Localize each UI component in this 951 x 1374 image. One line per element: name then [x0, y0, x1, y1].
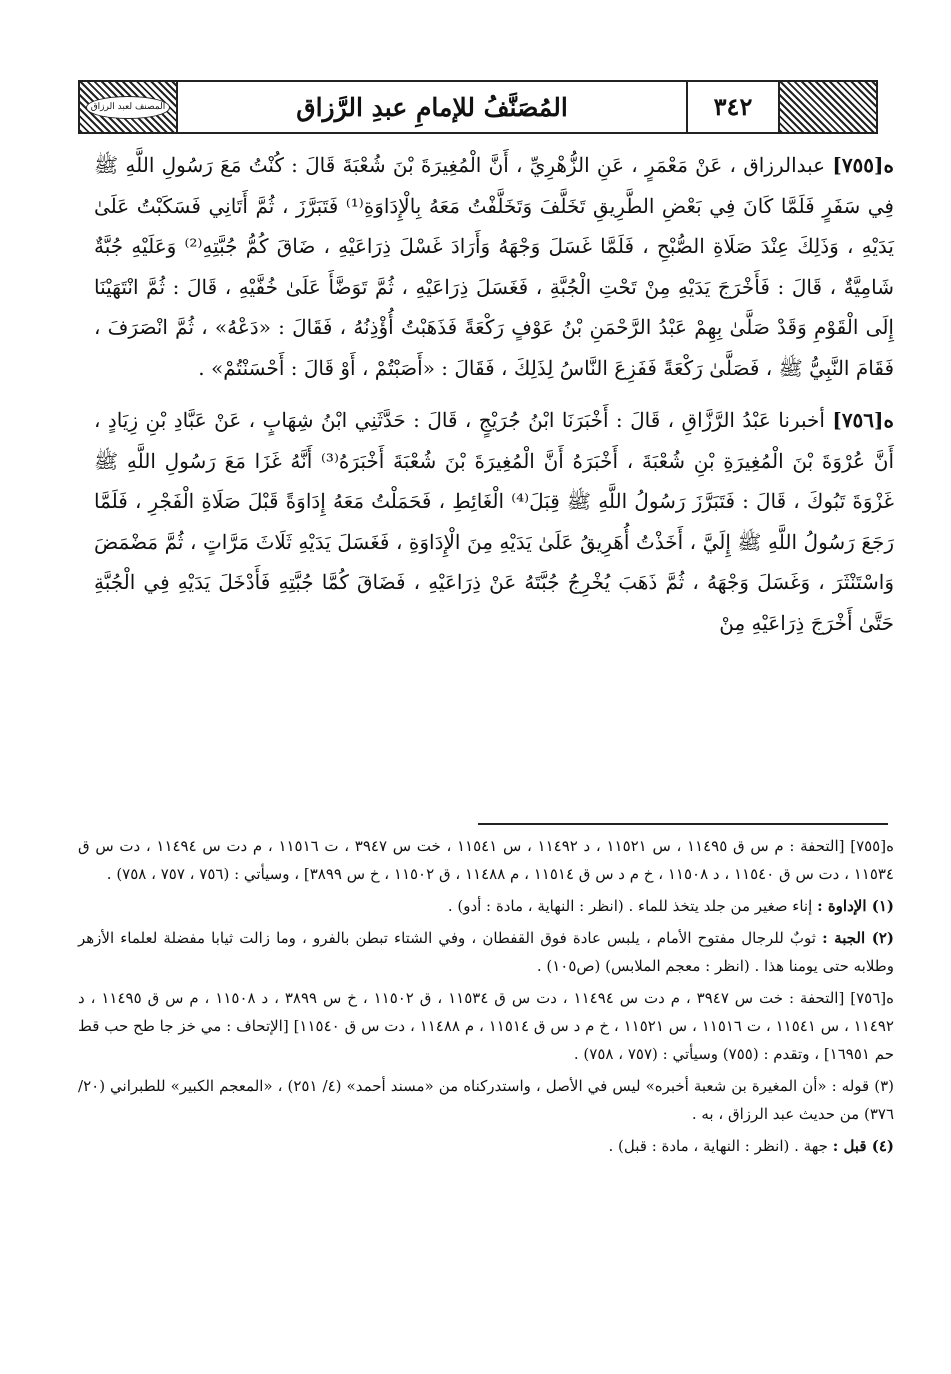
hadith-755 — [94, 145, 894, 388]
footnote-divider — [478, 823, 888, 825]
footnote-text: جهة . (انظر : النهاية ، مادة : قبل) . — [608, 1137, 828, 1155]
hadith-text: أخبرنا عَبْدُ الرَّزَّاقِ ، قَالَ : أَخْبَرَنَا ابْنُ جُرَيْجٍ ، قَالَ : حَدَّثَنِي ابْنُ شِهَابٍ ، عَنْ عَبَّادِ بْنِ زِيَادٍ ، أَنَّ عُرْوَةَ بْنَ الْمُغِيرَةِ بْنِ شُعْبَةَ ، أَخْبَرَهُ أَنَّ الْمُغِيرَةَ بْنَ شُعْبَةَ أَخْبَرَهُ⁽³⁾ أَنَّهُ غَزَا مَعَ رَسُولِ اللَّهِ ﷺ غَزْوَةَ تَبُوكَ ، قَالَ : فَتَبَرَّزَ رَسُولُ اللَّهِ ﷺ قِبَلَ⁽⁴⁾ الْغَائِطِ ، فَحَمَلْتُ مَعَهُ إِدَاوَةً قَبْلَ صَلَاةِ الْفَجْرِ ، فَلَمَّا رَجَعَ رَسُولُ اللَّهِ ﷺ إِلَيَّ ، أَخَذْتُ أُهَرِيقُ عَلَىٰ يَدَيْهِ مِنَ الْإِدَاوَةِ ، فَغَسَلَ يَدَيْهِ ثَلَاثَ مَرَّاتٍ ، ثُمَّ مَضْمَضَ وَاسْتَنْثَرَ ، وَغَسَلَ وَجْهَهُ ، ثُمَّ ذَهَبَ يُخْرِجُ جُبَّتَهُ عَنْ ذِرَاعَيْهِ ، فَضَاقَ كُمَّا جُبَّتِهِ فَأَدْخَلَ يَدَيْهِ فِي الْجُبَّةِ حَتَّىٰ أَخْرَجَ ذِرَاعَيْهِ مِنْ — [94, 408, 895, 635]
book-title: المُصَنَّفُ للإمامِ عبدِ الرَّزاق — [296, 92, 568, 122]
page-header — [78, 80, 878, 134]
right-ornament — [778, 82, 876, 132]
footnote-text: إناء صغير من جلد يتخذ للماء . (انظر : النهاية ، مادة : أدو) . — [447, 897, 813, 915]
footnote-text: قوله : «أن المغيرة بن شعبة أخبره» ليس في الأصل ، واستدركناه من «مسند أحمد» (٤/ ٢٥١) ، «المعجم الكبير» للطبراني (٢٠/ ٣٧٦) من حديث عبد الرزاق ، به . — [78, 1077, 894, 1123]
left-ornament — [80, 82, 178, 132]
hadith-number: ه[٧٥٦] — [832, 408, 894, 432]
footnote-term: (٢) الجبة : — [822, 929, 894, 947]
footnotes — [78, 832, 894, 1164]
page-number: ٣٤٢ — [686, 82, 778, 132]
main-text — [94, 145, 894, 655]
hadith-756 — [94, 400, 894, 643]
footnote — [78, 924, 894, 980]
footnote — [78, 1072, 894, 1128]
hadith-text: عبدالرزاق ، عَنْ مَعْمَرٍ ، عَنِ الزُّهْرِيِّ ، أَنَّ الْمُغِيرَةَ بْنَ شُعْبَةَ قَالَ : كُنْتُ مَعَ رَسُولِ اللَّهِ ﷺ فِي سَفَرٍ فَلَمَّا كَانَ فِي بَعْضِ الطَّرِيقِ تَخَلَّفَ وَتَخَلَّفْتُ مَعَهُ بِالْإِدَاوَةِ⁽¹⁾ فَتَبَرَّزَ ، ثُمَّ أَتَانِي فَسَكَبْتُ عَلَىٰ يَدَيْهِ ، وَذَلِكَ عِنْدَ صَلَاةِ الصُّبْحِ ، فَلَمَّا غَسَلَ وَجْهَهُ وَأَرَادَ غَسْلَ ذِرَاعَيْهِ ، ضَاقَ كُمُّ جُبَّتِهِ⁽²⁾ وَعَلَيْهِ جُبَّةٌ شَامِيَّةٌ ، قَالَ : فَأَخْرَجَ يَدَيْهِ مِنْ تَحْتِ الْجُبَّةِ ، فَغَسَلَ ذِرَاعَيْهِ ، ثُمَّ تَوَضَّأَ عَلَىٰ خُفَّيْهِ ، قَالَ : ثُمَّ انْتَهَيْنَا إِلَى الْقَوْمِ وَقَدْ صَلَّىٰ بِهِمْ عَبْدُ الرَّحْمَنِ بْنُ عَوْفٍ رَكْعَةً فَذَهَبْتُ أُؤْذِنُهُ ، فَقَالَ : «دَعْهُ» ، ثُمَّ انْصَرَفَ ، فَقَامَ النَّبِيُّ ﷺ ، فَصَلَّىٰ رَكْعَةً فَفَزِعَ النَّاسُ لِذَلِكَ ، فَقَالَ : «أَصَبْتُمْ ، أَوْ قَالَ : أَحْسَنْتُمْ» . — [94, 153, 894, 380]
footnote-text: ه[٧٥٦] [التحفة : خت س ٣٩٤٧ ، م دت س ١١٤٩٤ ، دت س ق ١١٥٣٤ ، ق ١١٥٠٢ ، خ س ٣٨٩٩ ، د ١١٥٠٨ ، م س ق ١١٤٩٥ ، د ١١٤٩٢ ، س ١١٥٤١ ، ت ١١٥١٦ ، س ١١٥٢١ ، خ م د س ق ١١٥١٤ ، م ١١٤٨٨ ، دت س ق ١١٥٤٠] [الإتحاف : مي خز جا طح حب قط حم ١٦٩٥١] ، وتقدم : (٧٥٥) وسيأتي : (٧٥٧ ، ٧٥٨) . — [78, 989, 894, 1063]
footnote — [78, 832, 894, 888]
footnote-term: (٤) قبل : — [832, 1137, 894, 1155]
hadith-number: ه[٧٥٥] — [832, 153, 894, 177]
footnote — [78, 984, 894, 1068]
footnote-term: (١) الإداوة : — [817, 897, 894, 915]
footnote — [78, 1132, 894, 1160]
footnote — [78, 892, 894, 920]
footnote-text: ثوبٌ للرجال مفتوح الأمام ، يلبس عادة فوق القفطان ، وفي الشتاء تبطن بالفرو ، وما زالت ثيابا مفضلة لعلماء الأزهر وطلابه حتى يومنا هذا . (انظر : معجم الملابس) (ص١٠٥) . — [78, 929, 894, 975]
footnote-text: ه[٧٥٥] [التحفة : م س ق ١١٤٩٥ ، س ١١٥٢١ ، د ١١٤٩٢ ، س ١١٥٤١ ، خت س ٣٩٤٧ ، ت ١١٥١٦ ، م دت س ١١٤٩٤ ، دت س ق ١١٥٣٤ ، دت س ق ١١٥٤٠ ، د ١١٥٠٨ ، خ م د س ق ١١٥١٤ ، م ١١٤٨٨ ، ق ١١٥٠٢ ، خ س ٣٨٩٩] ، وسيأتي : (٧٥٦ ، ٧٥٧ ، ٧٥٨) . — [78, 837, 894, 883]
ornament-emblem: المصنف لعبد الرزاق — [86, 96, 171, 119]
footnote-term: (٣) — [874, 1077, 894, 1095]
